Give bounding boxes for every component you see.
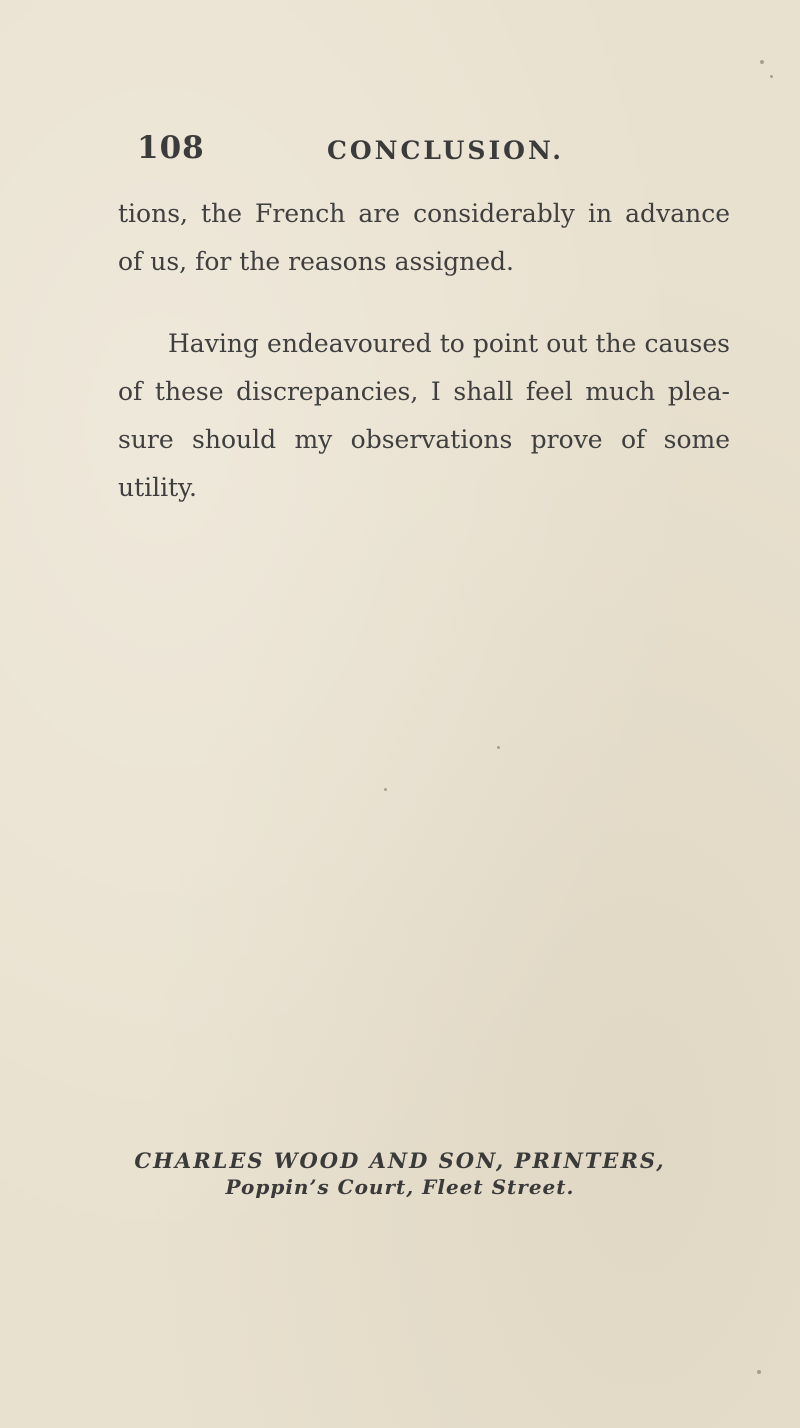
text-line: of these discrepancies, I shall feel much plea- — [118, 377, 730, 406]
paragraph-1 — [118, 190, 730, 286]
body-text — [118, 190, 730, 512]
printer-name: CHARLES WOOD AND SON, PRINTERS, — [134, 1148, 666, 1173]
text-line: tions, the French are considerably in advance — [118, 199, 730, 228]
text-line: utility. — [118, 473, 197, 502]
text-line: sure should my observations prove of some — [118, 425, 730, 454]
page-number: 108 — [137, 130, 205, 166]
page-header — [137, 130, 697, 180]
paper-speck — [770, 75, 773, 78]
paragraph-2 — [118, 320, 730, 512]
text-line: Having endeavoured to point out the causes — [168, 329, 730, 358]
running-title: CONCLUSION. — [327, 136, 564, 165]
text-line: of us, for the reasons assigned. — [118, 247, 514, 276]
paper-speck — [760, 60, 764, 64]
paper-speck — [497, 746, 500, 749]
printer-address: Poppin’s Court, Fleet Street. — [225, 1175, 575, 1199]
paper-speck — [757, 1370, 761, 1374]
paper-speck — [384, 788, 387, 791]
printer-imprint — [0, 1148, 800, 1199]
